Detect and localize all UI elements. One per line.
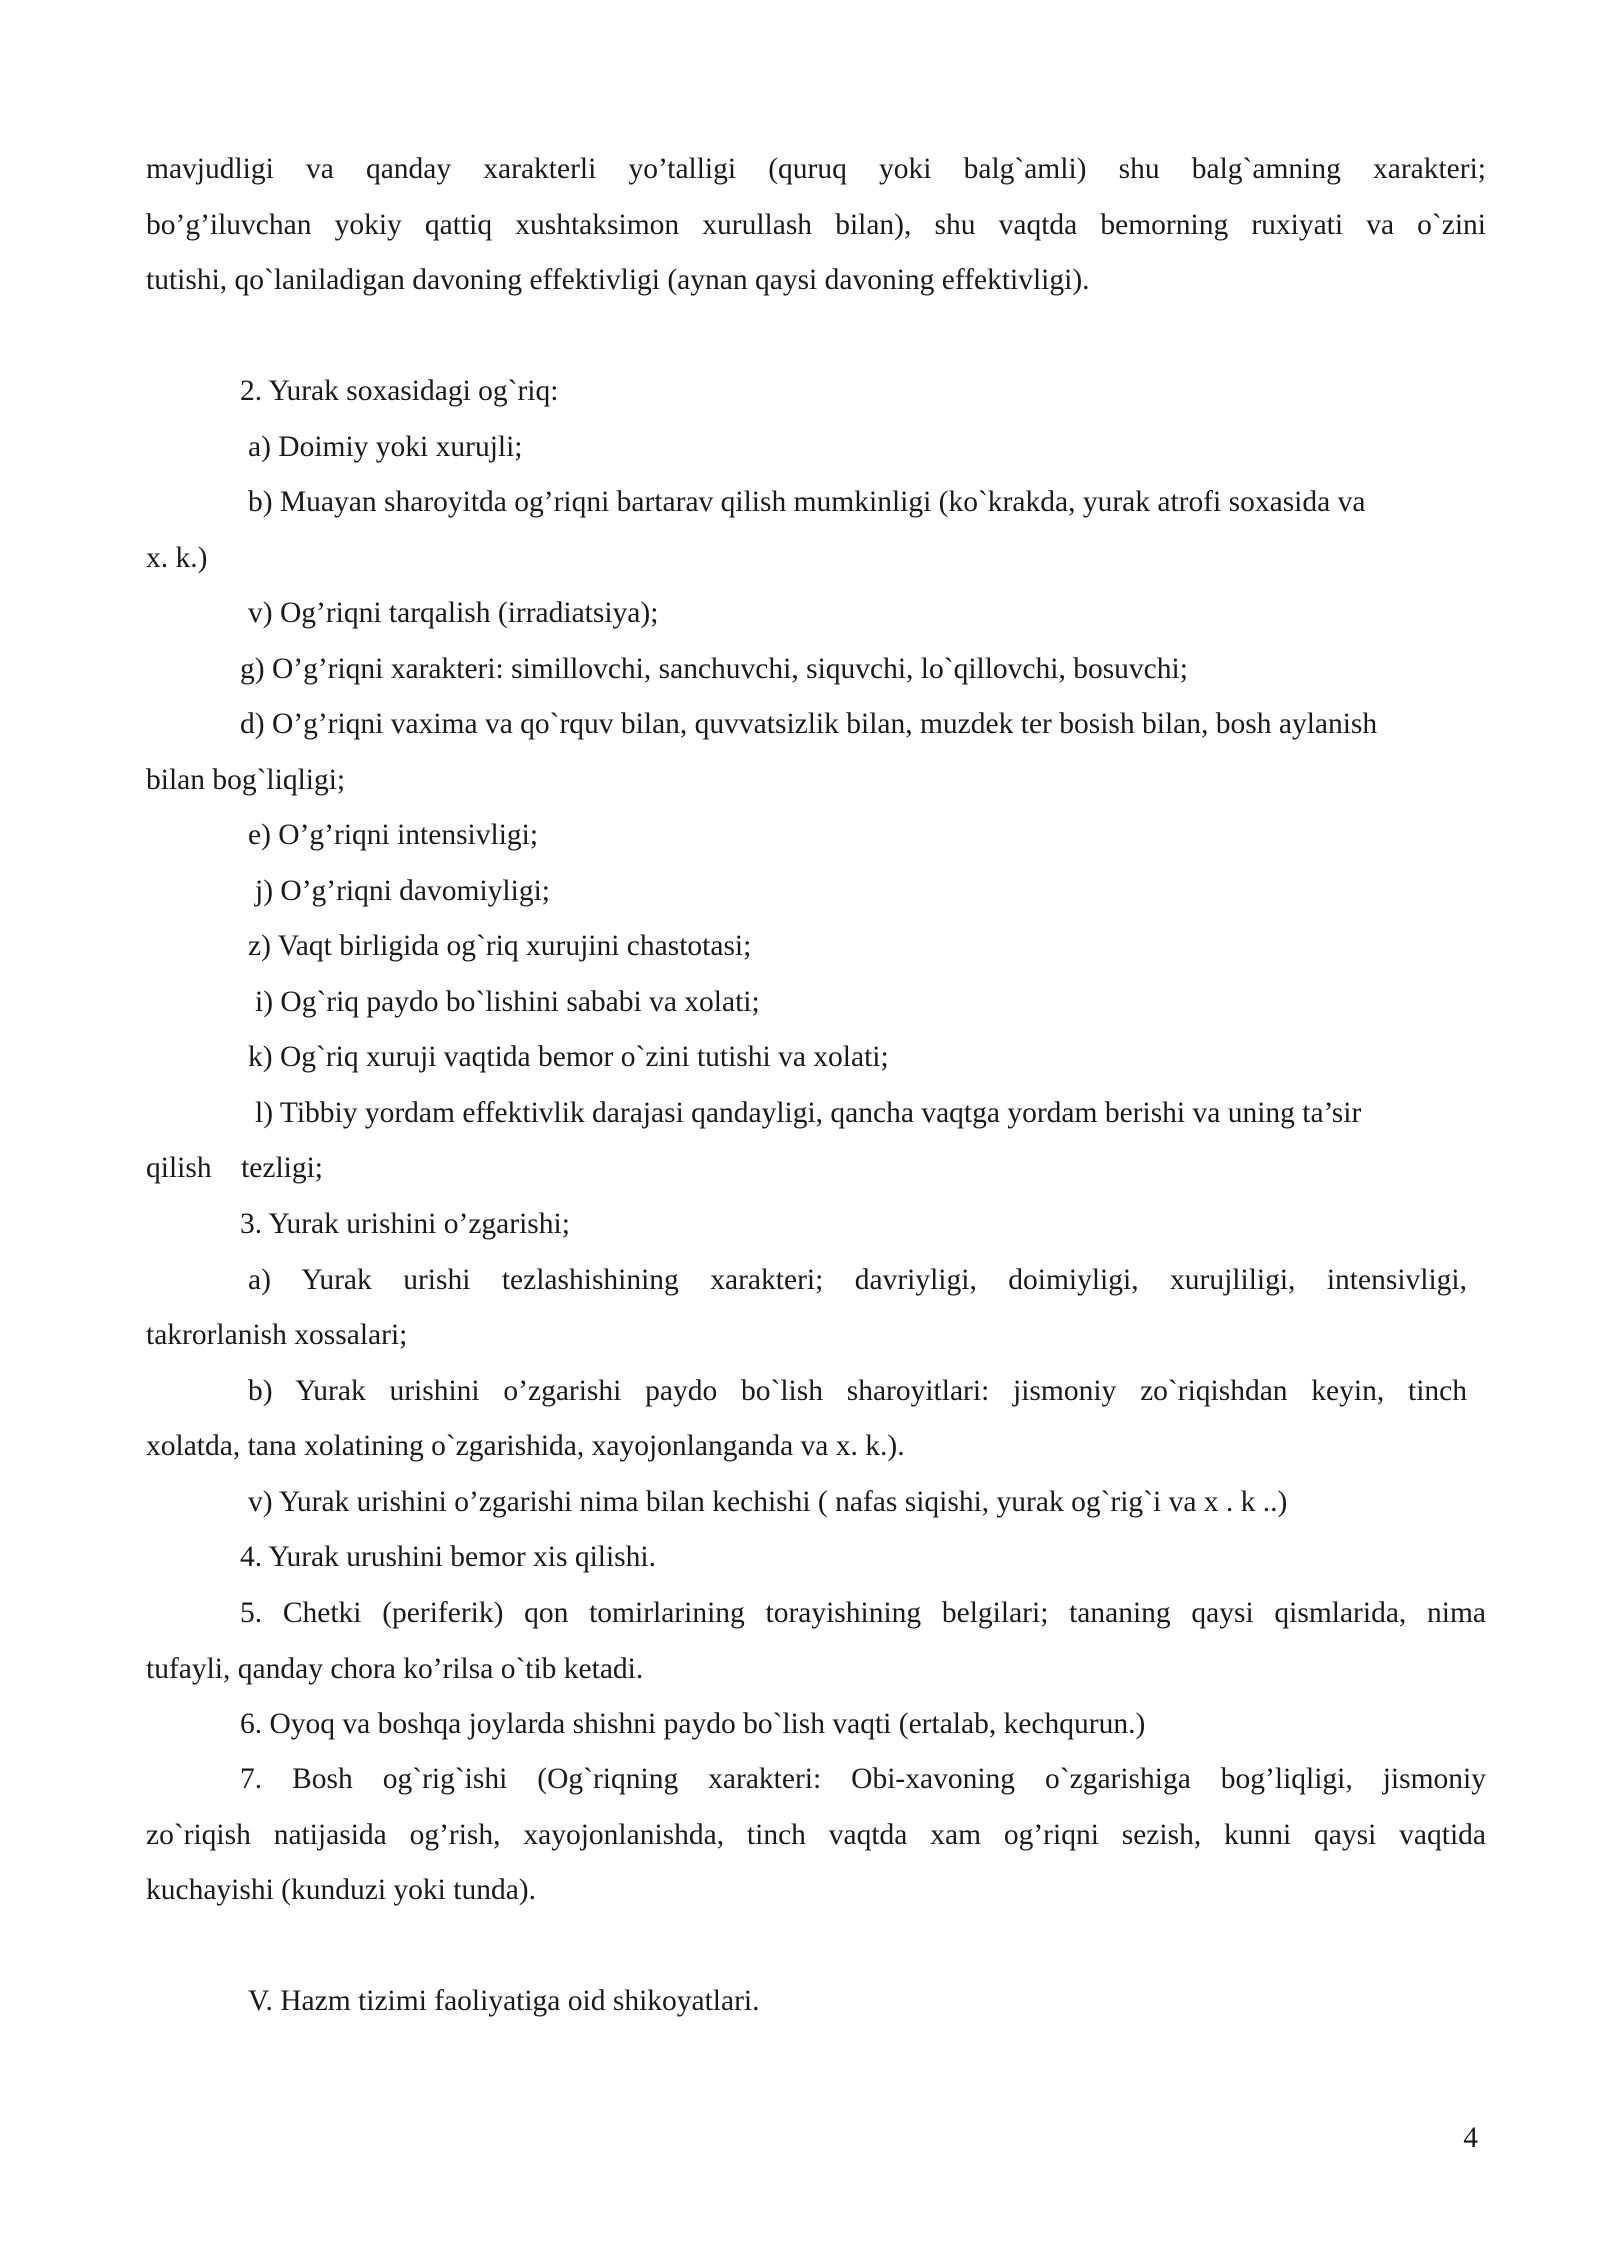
section-2-item-g: g) O’g’riqni xarakteri: simillovchi, sanchuvchi, siquvchi, lo`qillovchi, bosuvchi; xyxy=(240,652,1188,685)
section-5-line-1: 5. Chetki (periferik) qon tomirlarining torayishining belgilari; tananing qaysi qismlarida, nima xyxy=(240,1597,1486,1629)
section-7-line-3: kuchayishi (kunduzi yoki tunda). xyxy=(146,1874,536,1906)
section-v xyxy=(146,1974,1486,2030)
section-2-item-l: l) Tibbiy yordam effektivlik darajasi qandayligi, qancha vaqtga yordam berishi va uning ta’sir xyxy=(255,1096,1362,1129)
section-2-item-e: e) O’g’riqni intensivligi; xyxy=(248,819,539,851)
intro-line-2: bo’g’iluvchan yokiy qattiq xushtaksimon xurullash bilan), shu vaqtda bemorning ruxiyati va o`zini xyxy=(146,208,1486,241)
section-2-item-b: b) Muayan sharoyitda og’riqni bartarav qilish mumkinligi (ko`krakda, yurak atrofi soxasida va xyxy=(248,486,1366,518)
section-5 xyxy=(146,1586,1486,1697)
section-2-item-j: j) O’g’riqni davomiyligi; xyxy=(255,874,550,907)
section-2-item-d-cont: bilan bog`liqligi; xyxy=(146,763,346,796)
intro-paragraph xyxy=(146,142,1486,309)
section-v-heading: V. Hazm tizimi faoliyatiga oid shikoyatlari. xyxy=(248,1985,760,2017)
page-number: 4 xyxy=(1463,2122,1478,2154)
section-2-item-k: k) Og`riq xuruji vaqtida bemor o`zini tutishi va xolati; xyxy=(248,1041,889,1073)
section-4 xyxy=(146,1530,1486,1586)
section-6 xyxy=(146,1697,1486,1753)
intro-line-1: mavjudligi va qanday xarakterli yo’talligi (quruq yoki balg`amli) shu balg`amning xarakteri; xyxy=(146,153,1486,185)
section-3-item-v: v) Yurak urishini o’zgarishi nima bilan kechishi ( nafas siqishi, yurak og`rig`i va x . k ..) xyxy=(248,1485,1288,1518)
section-2-item-i: i) Og`riq paydo bo`lishini sababi va xolati; xyxy=(255,985,760,1018)
section-2-item-b-cont: x. k.) xyxy=(146,541,208,574)
section-2-item-a: a) Doimiy yoki xurujli; xyxy=(248,430,523,463)
intro-line-3: tutishi, qo`laniladigan davoning effektivligi (aynan qaysi davoning effektivligi). xyxy=(146,264,1090,296)
section-3-item-a: a) Yurak urishi tezlashishining xarakteri; davriyligi, doimiyligi, xurujliligi, intensivligi, xyxy=(248,1263,1467,1296)
section-6-text: 6. Oyoq va boshqa joylarda shishni paydo bo`lish vaqti (ertalab, kechqurun.) xyxy=(240,1708,1146,1740)
section-3-item-a-cont: takrorlanish xossalari; xyxy=(146,1319,408,1351)
section-3-item-b: b) Yurak urishini o’zgarishi paydo bo`lish sharoyitlari: jismoniy zo`riqishdan keyin, tinch xyxy=(248,1374,1467,1407)
section-4-text: 4. Yurak urushini bemor xis qilishi. xyxy=(240,1541,656,1573)
section-3-heading: 3. Yurak urishini o’zgarishi; xyxy=(240,1208,570,1240)
section-3 xyxy=(146,1197,1486,1530)
section-5-line-2: tufayli, qanday chora ko’rilsa o`tib ketadi. xyxy=(146,1652,644,1685)
section-7-line-2: zo`riqish natijasida og’rish, xayojonlanishda, tinch vaqtda xam og’riqni sezish, kunni qaysi vaqtida xyxy=(146,1818,1486,1851)
section-7 xyxy=(146,1752,1486,1919)
section-2-item-l-cont: qilish tezligi; xyxy=(146,1152,323,1184)
section-2 xyxy=(146,364,1486,1197)
section-2-item-v: v) Og’riqni tarqalish (irradiatsiya); xyxy=(248,597,659,629)
section-2-item-z: z) Vaqt birligida og`riq xurujini chastotasi; xyxy=(248,930,752,962)
section-2-item-d: d) O’g’riqni vaxima va qo`rquv bilan, quvvatsizlik bilan, muzdek ter bosish bilan, bosh aylanish xyxy=(240,708,1378,740)
section-3-item-b-cont: xolatda, tana xolatining o`zgarishida, xayojonlanganda va x. k.). xyxy=(146,1430,905,1462)
section-7-line-1: 7. Bosh og`rig`ishi (Og`riqning xarakteri: Obi-xavoning o`zgarishiga bog’liqligi, jismoniy xyxy=(240,1763,1486,1795)
section-2-heading: 2. Yurak soxasidagi og`riq: xyxy=(240,375,559,407)
